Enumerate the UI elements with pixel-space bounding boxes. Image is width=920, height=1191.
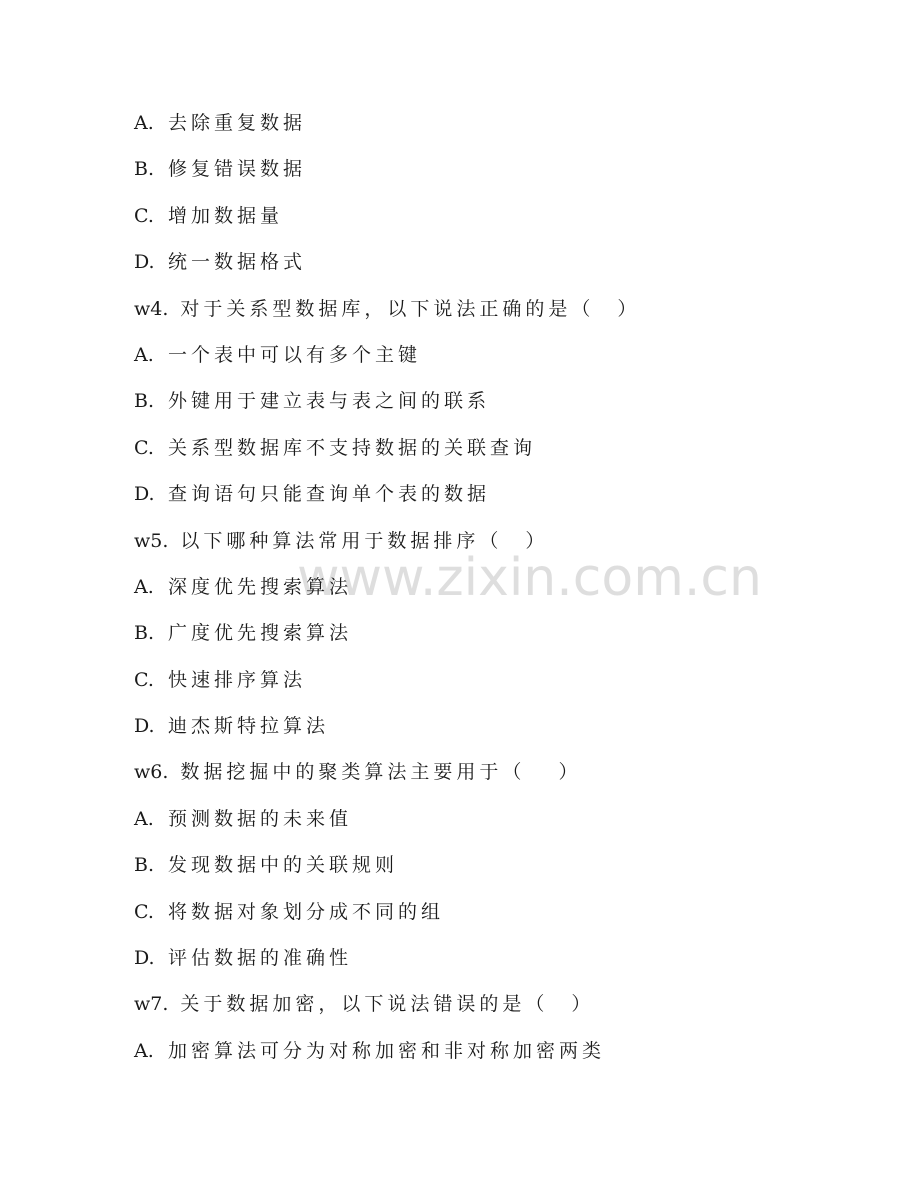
- option-line: [134, 572, 854, 618]
- option-letter: D.: [134, 483, 155, 506]
- option-text: 一个表中可以有多个主键: [168, 343, 422, 366]
- option-letter: D.: [134, 715, 155, 738]
- option-letter: B.: [134, 622, 155, 645]
- option-letter: D.: [134, 947, 155, 970]
- option-line: [134, 1036, 854, 1082]
- option-text: 将数据对象划分成不同的组: [168, 900, 445, 923]
- option-line: [134, 665, 854, 711]
- option-text: 快速排序算法: [168, 668, 307, 691]
- question-line: [134, 294, 854, 340]
- option-letter: C.: [134, 668, 154, 691]
- option-text: 迪杰斯特拉算法: [168, 715, 330, 738]
- watermark: www.zixin.com.cn: [297, 548, 762, 608]
- option-line: [134, 618, 854, 664]
- option-line: [134, 433, 854, 479]
- question-text: 对于关系型数据库，以下说法正确的是（ ）: [180, 297, 641, 320]
- question-number: w5.: [134, 529, 169, 552]
- option-line: [134, 804, 854, 850]
- option-line: [134, 850, 854, 896]
- option-line: [134, 711, 854, 757]
- question-text: 以下哪种算法常用于数据排序（ ）: [180, 529, 549, 552]
- option-text: 关系型数据库不支持数据的关联查询: [168, 436, 537, 459]
- question-number: w7.: [134, 993, 169, 1016]
- option-letter: A.: [134, 575, 154, 598]
- option-text: 加密算法可分为对称加密和非对称加密两类: [168, 1039, 606, 1062]
- option-letter: B.: [134, 390, 155, 413]
- option-text: 增加数据量: [168, 204, 284, 227]
- option-line: [134, 154, 854, 200]
- option-letter: B.: [134, 854, 155, 877]
- option-letter: A.: [134, 112, 154, 134]
- question-text: 关于数据加密，以下说法错误的是（ ）: [180, 993, 595, 1016]
- option-line: [134, 201, 854, 247]
- option-letter: D.: [134, 251, 155, 274]
- option-text: 修复错误数据: [168, 158, 307, 181]
- option-letter: A.: [134, 343, 154, 366]
- question-list: [134, 108, 854, 1082]
- option-line: [134, 479, 854, 525]
- option-text: 发现数据中的关联规则: [168, 854, 399, 877]
- option-text: 广度优先搜索算法: [168, 622, 353, 645]
- question-number: w6.: [134, 761, 169, 784]
- question-number: w4.: [134, 297, 169, 320]
- question-text: 数据挖掘中的聚类算法主要用于（ ）: [180, 761, 582, 784]
- option-letter: C.: [134, 436, 154, 459]
- option-text: 查询语句只能查询单个表的数据: [168, 483, 491, 506]
- option-line: [134, 897, 854, 943]
- option-text: 深度优先搜索算法: [168, 575, 353, 598]
- option-line: [134, 386, 854, 432]
- option-text: 评估数据的准确性: [168, 947, 353, 970]
- option-letter: A.: [134, 1039, 154, 1062]
- option-letter: C.: [134, 900, 154, 923]
- question-line: [134, 526, 854, 572]
- option-letter: C.: [134, 204, 154, 227]
- question-line: [134, 989, 854, 1035]
- option-text: 预测数据的未来值: [168, 807, 353, 830]
- option-letter: B.: [134, 158, 155, 181]
- option-line: [134, 247, 854, 293]
- option-line: [134, 943, 854, 989]
- option-line: [134, 340, 854, 386]
- option-letter: A.: [134, 807, 154, 830]
- option-text: 外键用于建立表与表之间的联系: [168, 390, 491, 413]
- option-text: 去除重复数据: [168, 112, 307, 134]
- question-line: [134, 757, 854, 803]
- option-text: 统一数据格式: [168, 251, 307, 274]
- option-line: [134, 108, 854, 154]
